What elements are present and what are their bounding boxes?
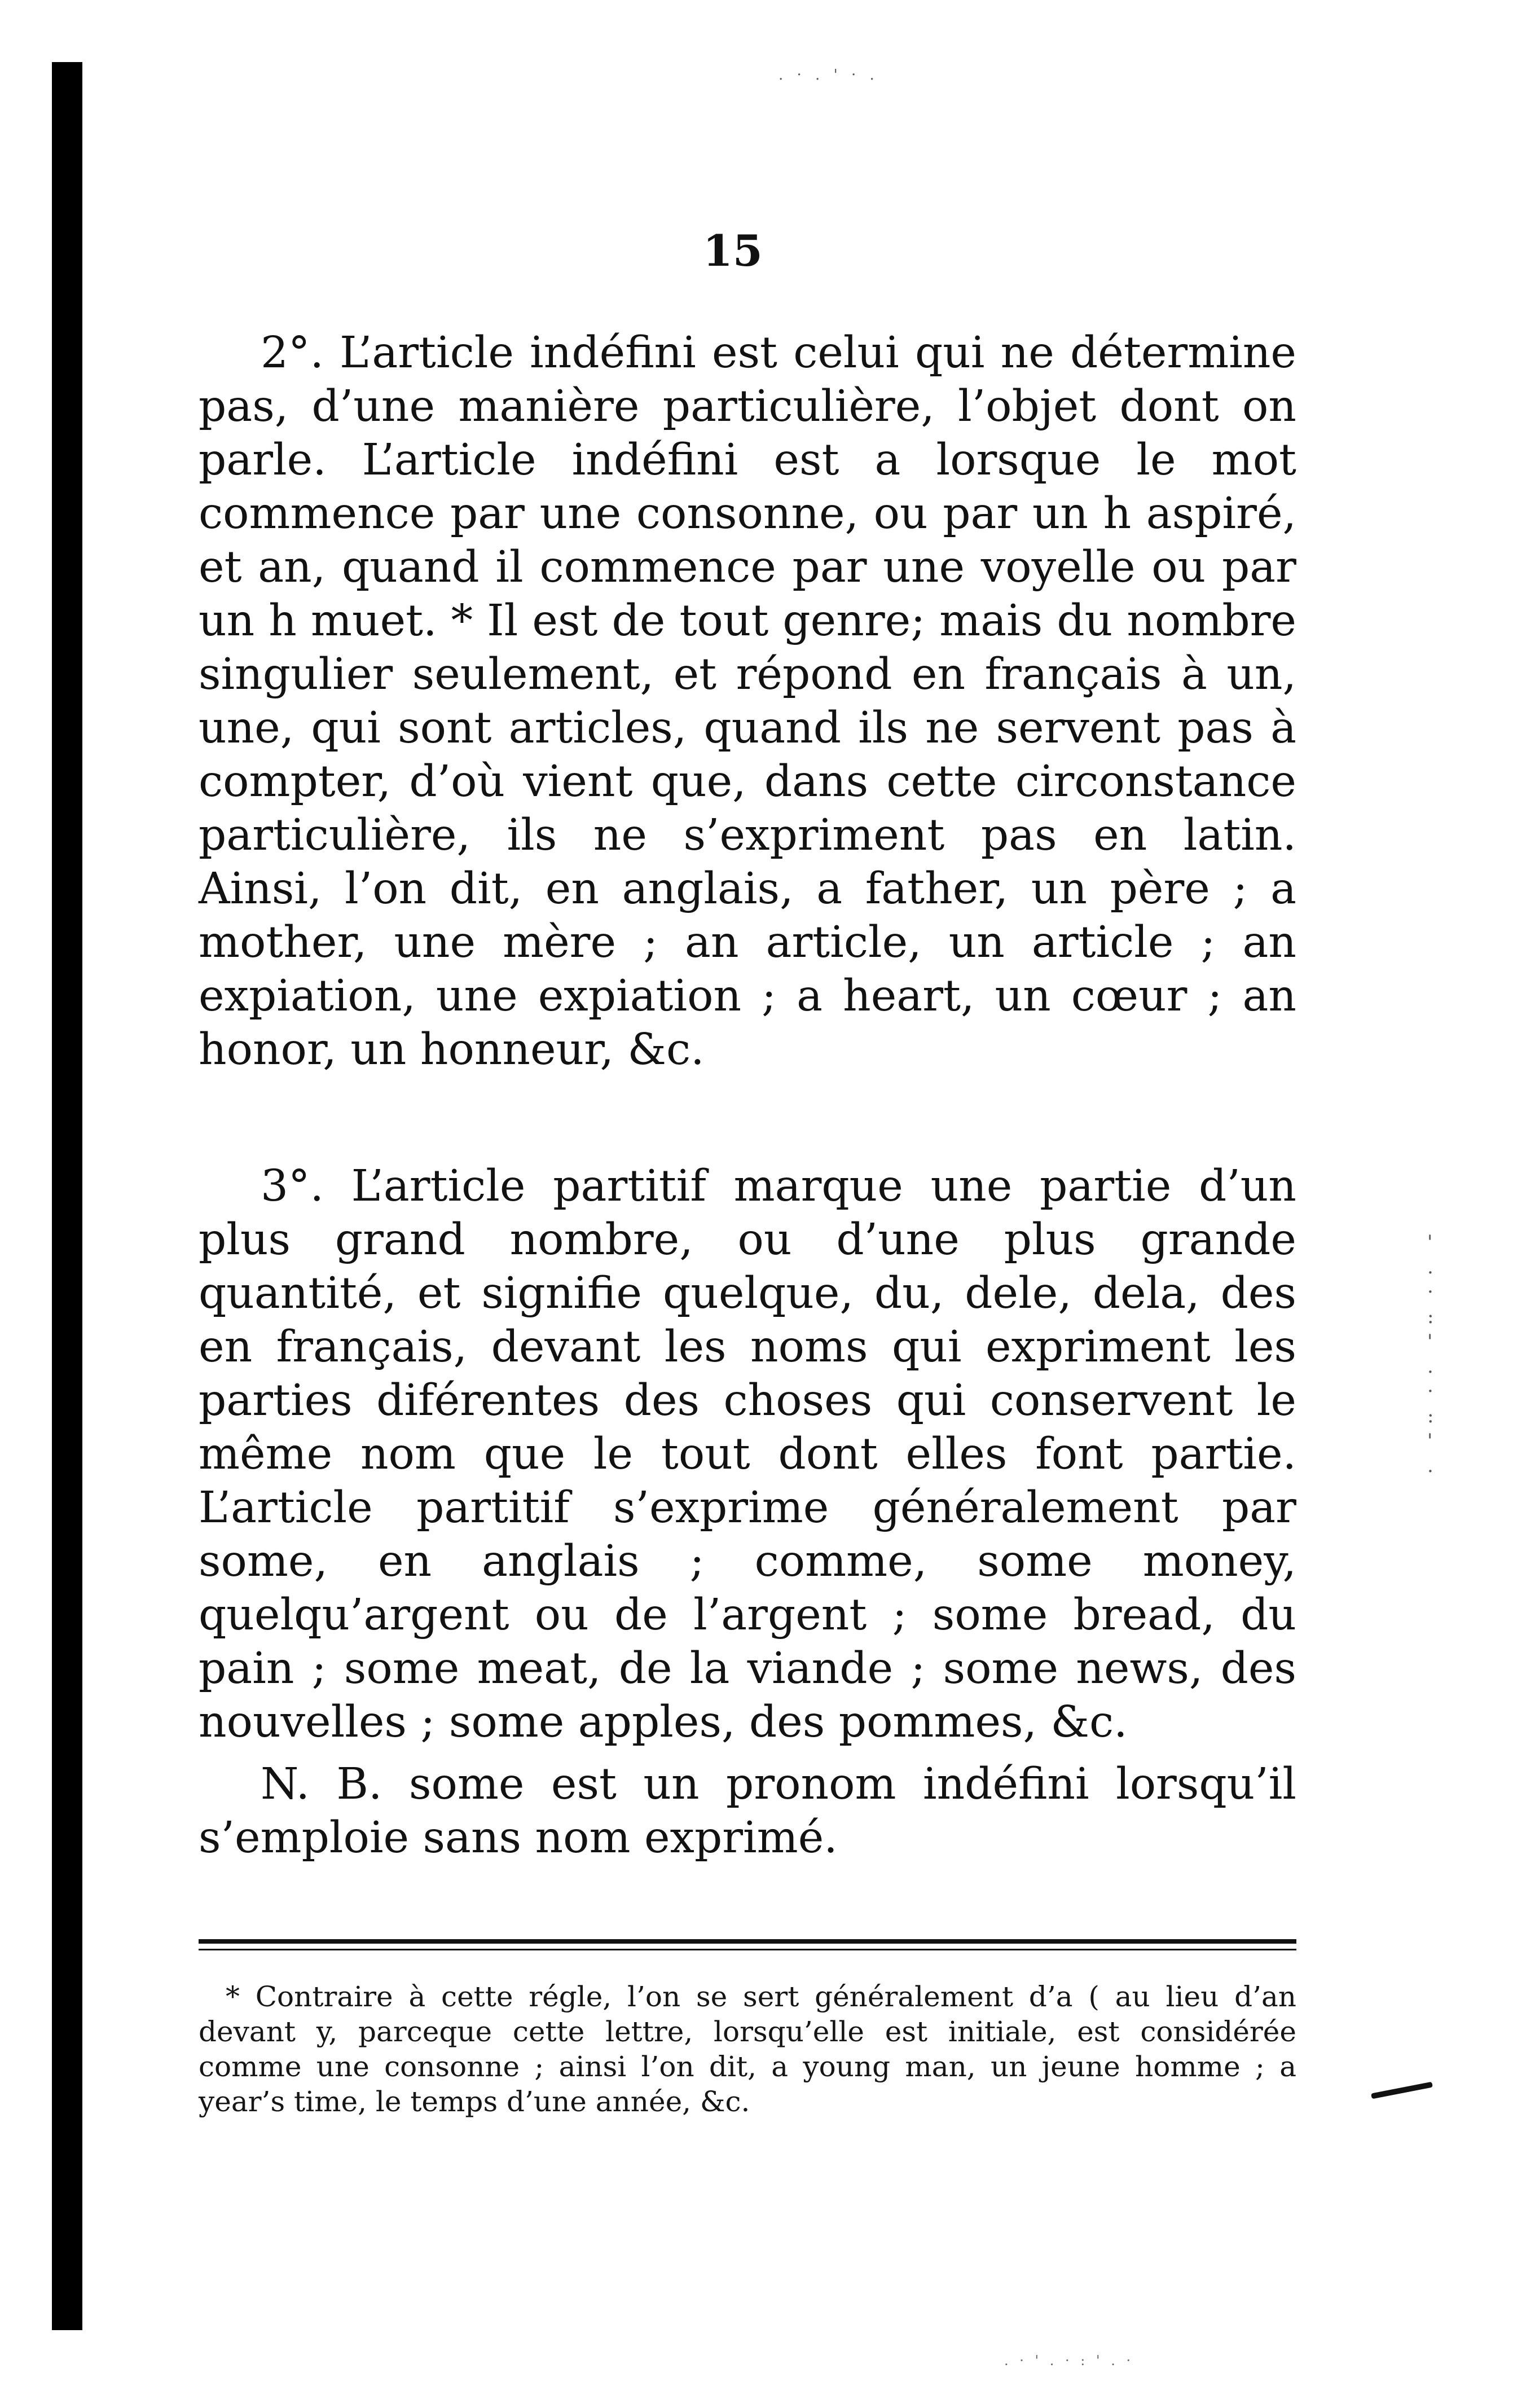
scan-speck-right: ' . · : ' . · : ' . — [1427, 1231, 1434, 1477]
paragraph-text: N. B. some est un pronom indéfini lorsqu’il s’emploie sans nom exprimé. — [199, 1759, 1296, 1863]
footnote-separator-thick — [199, 1939, 1296, 1944]
left-margin-rule — [52, 62, 82, 2330]
scan-speck-top: . · . ' · . — [779, 67, 879, 84]
paragraph-indefinite-article — [199, 326, 1296, 1076]
paragraph-text: 3°. L’article partitif marque une partie d’un plus grand nombre, ou d’une plus grande quantité, et signifie quelque, du, dele, dela, des en français, devant les noms qui expriment les parties diférentes des choses qui conservent le même nom que le tout dont elles font partie. L’article partitif s’exprime généralement par some, en anglais ; comme, some money, quelqu’argent ou de l’argent ; some bread, du pain ; some meat, de la viande ; some news, des nouvelles ; some apples, des pommes, &c. — [199, 1161, 1296, 1747]
footnote-separator-thin — [199, 1949, 1296, 1950]
paragraph-partitive-article — [199, 1159, 1296, 1749]
page-number: 15 — [703, 226, 763, 276]
paragraph-text: 2°. L’article indéfini est celui qui ne détermine pas, d’une manière particulière, l’objet dont on parle. L’article indéfini est a lorsque le mot commence par une consonne, ou par un h aspiré, et an, quand il commence par une voyelle ou par un h muet. * Il est de tout genre; mais du nombre singulier seulement, et répond en français à un, une, qui sont articles, quand ils ne servent pas à compter, d’où vient que, dans cette circonstance particulière, ils ne s’expriment pas en latin. Ainsi, l’on dit, en anglais, a father, un père ; a mother, une mère ; an article, un article ; an expiation, une expiation ; a heart, un cœur ; an honor, un honneur, &c. — [199, 328, 1296, 1075]
paragraph-nota-bene — [199, 1757, 1296, 1865]
footnote-text: * Contraire à cette régle, l’on se sert généralement d’a ( au lieu d’an devant y, parceque cette lettre, lorsqu’elle est initiale, est considérée comme une consonne ; ainsi l’on dit, a young man, un jeune homme ; a year’s time, le temps d’une année, &c. — [199, 1980, 1296, 2118]
scan-mark-right — [1371, 2082, 1433, 2099]
scan-speck-bottom: . · ' . · : ' . · — [1004, 2353, 1134, 2369]
footnote — [199, 1979, 1296, 2119]
